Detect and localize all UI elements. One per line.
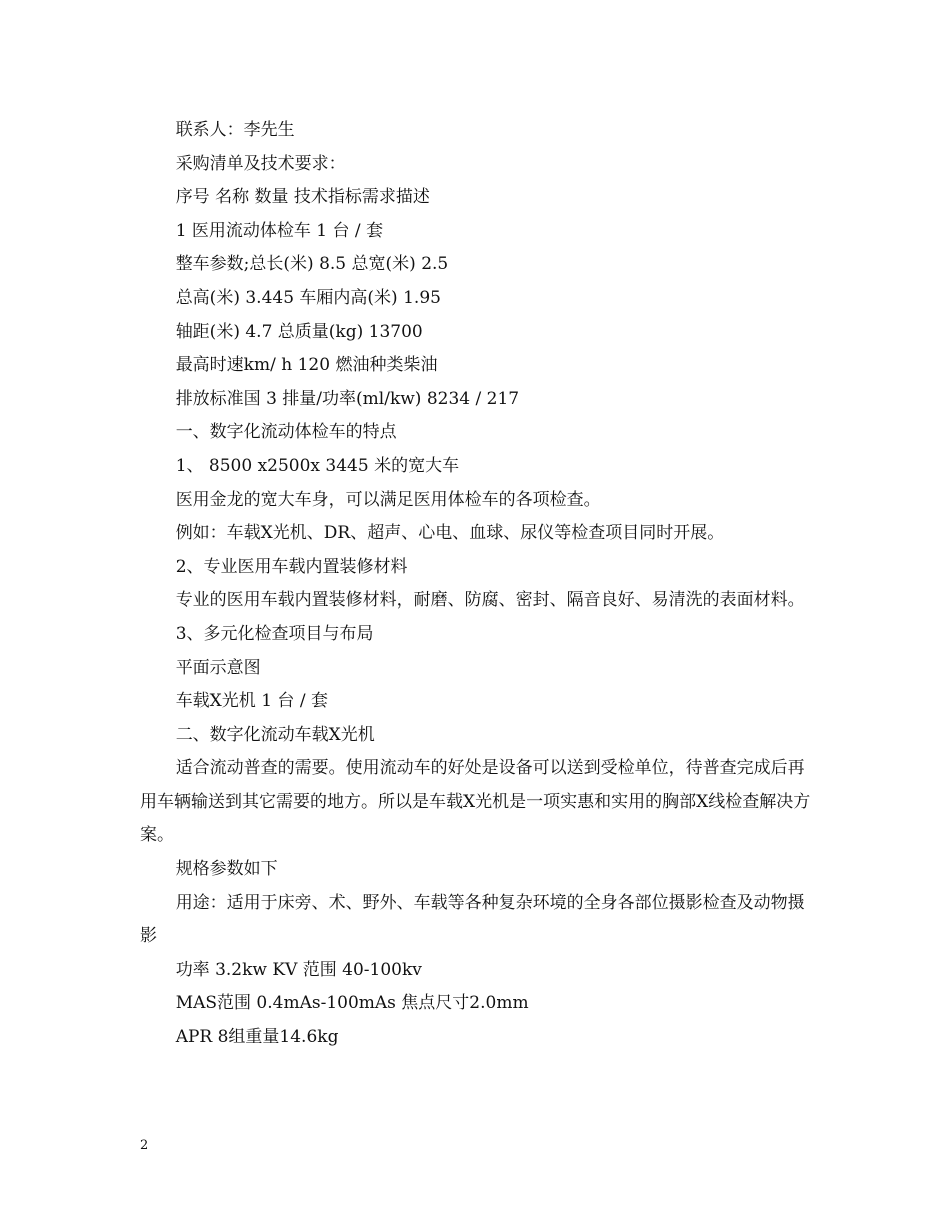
paragraph-xray-item: 车载X光机 1 台 / 套 bbox=[175, 691, 328, 712]
paragraph-feature-1-desc: 医用金龙的宽大车身，可以满足医用体检车的各项检查。 bbox=[175, 489, 601, 510]
paragraph-item-1: 1 医用流动体检车 1 台 / 套 bbox=[175, 220, 384, 241]
paragraph-vehicle-params-5: 排放标准国 3 排量/功率(ml/kw) 8234 / 217 bbox=[175, 388, 520, 409]
section-heading-2: 二、数字化流动车载X光机 bbox=[175, 724, 375, 745]
paragraph-vehicle-params-3: 轴距(米) 4.7 总质量(kg) 13700 bbox=[175, 321, 423, 342]
paragraph-feature-2-desc: 专业的医用车载内置装修材料，耐磨、防腐、密封、隔音良好、易清洗的表面材料。 bbox=[175, 590, 805, 611]
paragraph-spec-heading: 规格参数如下 bbox=[175, 859, 278, 880]
paragraph-table-header: 序号 名称 数量 技术指标需求描述 bbox=[175, 187, 430, 208]
paragraph-vehicle-params-1: 整车参数;总长(米) 8.5 总宽(米) 2.5 bbox=[175, 254, 449, 275]
paragraph-floor-plan: 平面示意图 bbox=[175, 657, 261, 678]
paragraph-feature-2: 2、专业医用车载内置装修材料 bbox=[175, 556, 408, 577]
paragraph-purchase-list-heading: 采购清单及技术要求： bbox=[175, 153, 346, 174]
paragraph-vehicle-params-2: 总高(米) 3.445 车厢内高(米) 1.95 bbox=[175, 287, 441, 308]
paragraph-contact: 联系人：李先生 bbox=[175, 120, 295, 140]
paragraph-xray-desc: 适合流动普查的需要。使用流动车的好处是设备可以送到受检单位，待普查完成后再用车辆输送到其它需要的地方。所以是车载X光机是一项实惠和实用的胸部X线检查解决方案。 bbox=[140, 758, 811, 846]
page-number: 2 bbox=[140, 1138, 149, 1153]
paragraph-feature-3: 3、多元化检查项目与布局 bbox=[175, 623, 374, 644]
paragraph-spec-power: 功率 3.2kw KV 范围 40-100kv bbox=[175, 959, 422, 980]
paragraph-spec-mas: MAS范围 0.4mAs-100mAs 焦点尺寸2.0mm bbox=[175, 993, 529, 1014]
paragraph-feature-1: 1、 8500 x2500x 3445 米的宽大车 bbox=[175, 455, 460, 476]
section-heading-1: 一、数字化流动体检车的特点 bbox=[175, 422, 397, 443]
paragraph-feature-1-example: 例如：车载X光机、DR、超声、心电、血球、尿仪等检查项目同时开展。 bbox=[175, 523, 725, 544]
paragraph-spec-usage: 用途：适用于床旁、术、野外、车载等各种复杂环境的全身各部位摄影检查及动物摄影 bbox=[140, 892, 805, 947]
document-body bbox=[140, 114, 812, 1055]
paragraph-spec-apr: APR 8组重量14.6kg bbox=[175, 1027, 339, 1048]
paragraph-vehicle-params-4: 最高时速km/ h 120 燃油种类柴油 bbox=[175, 355, 438, 376]
